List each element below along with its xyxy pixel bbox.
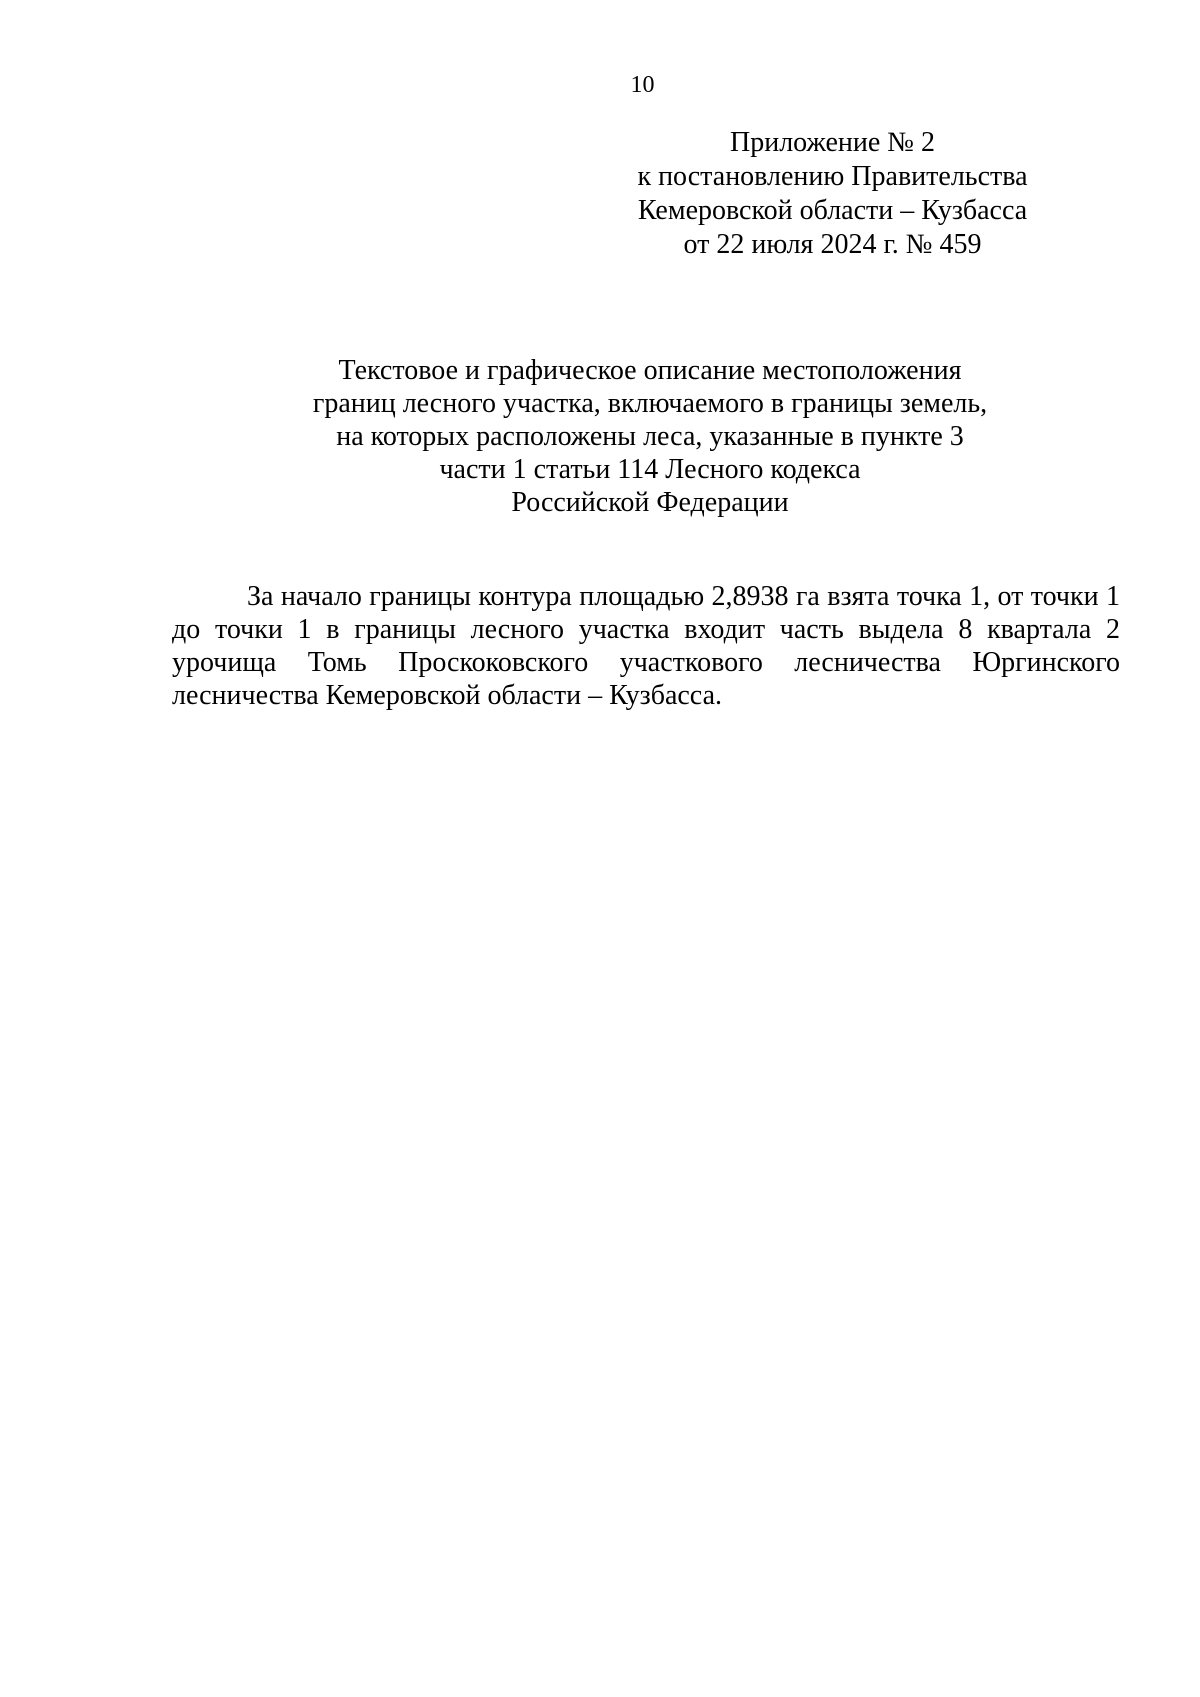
title-line: на которых расположены леса, указанные в пункте 3: [336, 421, 964, 452]
title-line: границ лесного участка, включаемого в границы земель,: [312, 388, 988, 419]
title-line: части 1 статьи 114 Лесного кодекса: [439, 454, 861, 485]
appendix-header: [610, 126, 1055, 262]
document-title: [225, 354, 1075, 519]
title-line: Текстовое и графическое описание местоположения: [338, 355, 962, 386]
appendix-line: от 22 июля 2024 г. № 459: [683, 229, 982, 260]
title-line: Российской Федерации: [511, 487, 789, 518]
body-paragraph: За начало границы контура площадью 2,8938 га взята точка 1, от точки 1 до точки 1 в границы лесного участка входит часть выдела 8 квартала 2 урочища Томь Проскоковского участкового лесничества Юргинского лесничества Кемеровской области – Кузбасса.: [172, 581, 1120, 711]
appendix-line: Приложение № 2: [730, 127, 935, 158]
page-number: 10: [630, 72, 655, 98]
appendix-line: к постановлению Правительства: [637, 161, 1028, 192]
appendix-line: Кемеровской области – Кузбасса: [637, 195, 1028, 226]
